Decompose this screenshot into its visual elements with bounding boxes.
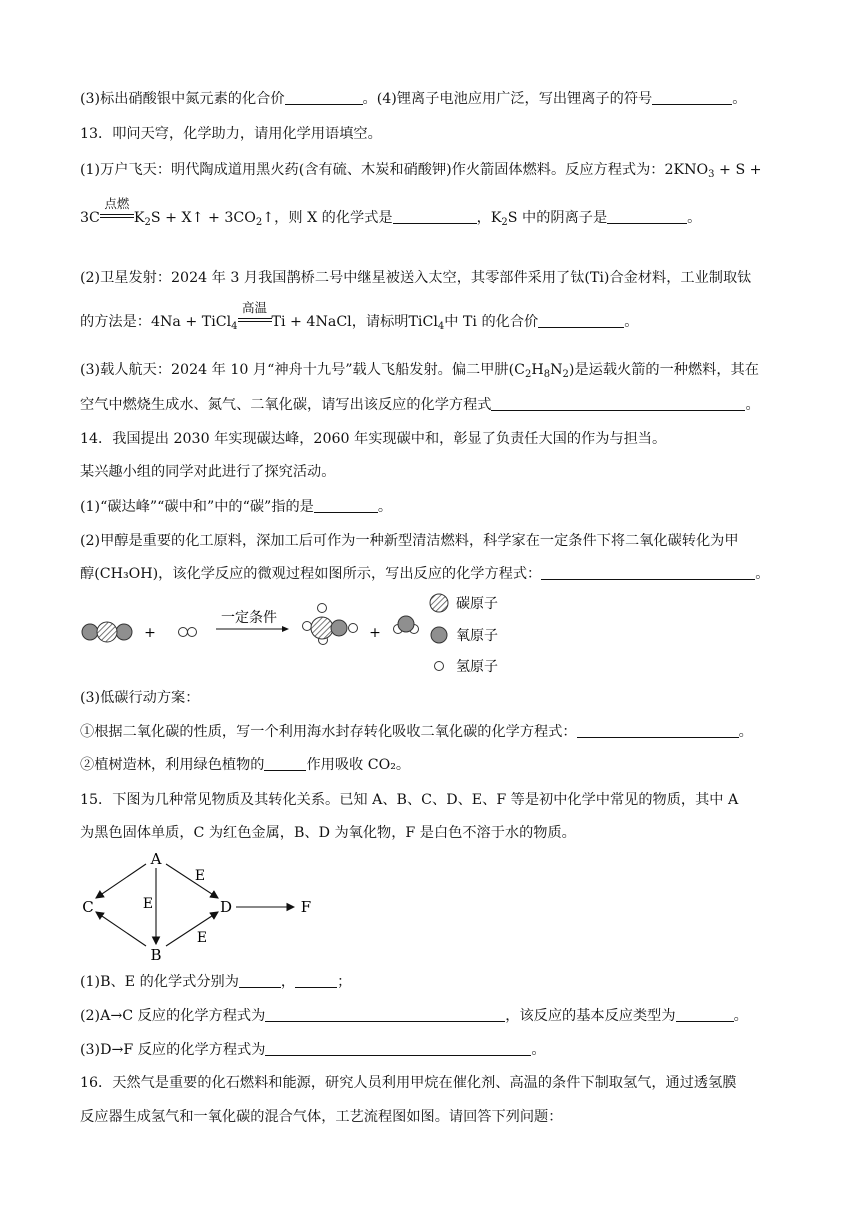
reaction-condition: 点燃	[100, 208, 134, 228]
answer-blank[interactable]	[577, 723, 739, 738]
transform-diagram	[76, 846, 336, 970]
q15-3-line: (3)D→F 反应的化学方程式为 。	[80, 1042, 546, 1058]
q13-1-line-b: 3C 点燃 $K_2S$ + X↑ + $3CO_2↑$，则 X 的化学式是 ，$K_2S$ 中的阴离子是 。	[80, 196, 702, 228]
q14-title: 14．我国提出 2030 年实现碳达峰，2060 年实现碳中和，彰显了负责任大国的作为与担当。	[80, 431, 667, 447]
answer-blank[interactable]	[285, 90, 363, 105]
q13-1-line-a: (1)万户飞天：明代陶成道用黑火药(含有硫、木炭和硝酸钾)作火箭固体燃料。反应方程式为：$2KNO_3 + S$ +	[80, 162, 762, 180]
legend-carbon: 碳原子	[456, 596, 498, 612]
carbon-atom-icon	[430, 594, 448, 612]
co2-molecule	[82, 622, 132, 642]
equals-sign	[238, 318, 272, 322]
legend-hydrogen: 氢原子	[456, 659, 498, 675]
node-c: C	[82, 898, 94, 916]
q13-title: 13．叩问天穹，化学助力，请用化学用语填空。	[80, 126, 382, 142]
answer-blank[interactable]	[607, 209, 687, 224]
node-f: F	[300, 898, 312, 916]
q14-intro: 某兴趣小组的同学对此进行了探究活动。	[80, 464, 336, 480]
q14-3-1-line: ①根据二氧化碳的性质，写一个利用海水封存转化吸收二氧化碳的化学方程式： 。	[80, 724, 753, 740]
q15-intro: 为黑色固体单质，C 为红色金属，B、D 为氧化物，F 是白色不溶于水的物质。	[80, 825, 576, 841]
q12-3-text: (3)标出硝酸银中氮元素的化合价	[80, 91, 285, 107]
edge-a-d	[166, 864, 218, 898]
h2-molecule	[179, 628, 197, 637]
answer-blank[interactable]	[541, 565, 755, 580]
reaction-condition: 高温	[238, 312, 272, 332]
q13-2-line-a: (2)卫星发射：2024 年 3 月我国鹊桥二号中继星被送入太空，其零部件采用了钛(Ti)合金材料，工业制取钛	[80, 270, 752, 286]
methanol-molecule	[303, 604, 358, 645]
answer-blank[interactable]	[652, 90, 732, 105]
q12-4-text: 。(4)锂离子电池应用广泛，写出锂离子的符号	[362, 91, 653, 107]
q13-3-line-a: (3)载人航天：2024 年 10 月“神舟十九号”载人飞船发射。偏二甲肼$(C_2H_8N_2)$是运载火箭的一种燃料，其在	[80, 362, 759, 380]
node-a: A	[150, 850, 162, 868]
q14-3-title: (3)低碳行动方案：	[80, 690, 200, 706]
answer-blank[interactable]	[393, 209, 477, 224]
q14-3-2-line: ②植树造林，利用绿色植物的 作用吸收 CO₂。	[80, 757, 411, 773]
node-b: B	[150, 946, 162, 964]
equals-sign	[100, 214, 134, 218]
hydrogen-atom-icon	[435, 662, 444, 671]
q15-title: 15．下图为几种常见物质及其转化关系。已知 A、B、C、D、E、F 等是初中化学中常见的物质，其中 A	[80, 792, 739, 808]
q15-1-line: (1)B、E 的化学式分别为 ， ；	[80, 974, 352, 990]
edge-b-d	[166, 912, 218, 946]
oxygen-atom-icon	[431, 627, 447, 643]
legend-oxygen: 氧原子	[456, 628, 498, 644]
q14-1-line: (1)“碳达峰”“碳中和”中的“碳”指的是 。	[80, 499, 393, 515]
q14-2-line-a: (2)甲醇是重要的化工原料，深加工后可作为一种新型清洁燃料，科学家在一定条件下将二氧化碳转化为甲	[80, 533, 739, 549]
edge-label-ad: E	[194, 868, 206, 884]
plus-sign: +	[369, 625, 381, 641]
answer-blank[interactable]	[265, 1041, 531, 1056]
edge-label-bd: E	[196, 930, 208, 946]
answer-blank[interactable]	[265, 1007, 505, 1022]
answer-blank[interactable]	[538, 313, 624, 328]
answer-blank[interactable]	[676, 1007, 734, 1022]
q13-2-line-b: 的方法是：4Na + TiCl$_4$ 高温 Ti + 4NaCl，请标明TiCl$_4$中 Ti 的化合价 。	[80, 300, 639, 332]
reaction-diagram	[70, 592, 530, 682]
edge-label-ab: E	[142, 896, 154, 912]
arrow-head	[282, 626, 289, 632]
q13-3-line-b: 空气中燃烧生成水、氮气、二氧化碳，请写出该反应的化学方程式 。	[80, 397, 760, 413]
h2o-molecule	[394, 616, 419, 634]
answer-blank[interactable]	[491, 396, 745, 411]
plus-sign: +	[144, 625, 156, 641]
answer-blank[interactable]	[239, 973, 281, 988]
answer-blank[interactable]	[295, 973, 337, 988]
q16-line-b: 反应器生成氢气和一氧化碳的混合气体，工艺流程图如图。请回答下列问题：	[80, 1109, 563, 1125]
legend	[430, 594, 498, 675]
q12-line: (3)标出硝酸银中氮元素的化合价 。(4)锂离子电池应用广泛，写出锂离子的符号 。	[80, 91, 747, 107]
answer-blank[interactable]	[264, 756, 306, 771]
answer-blank[interactable]	[314, 498, 378, 513]
q14-2-line-b: 醇(CH₃OH)，该化学反应的微观过程如图所示，写出反应的化学方程式： 。	[80, 566, 770, 582]
q16-line-a: 16．天然气是重要的化石燃料和能源，研究人员利用甲烷在催化剂、高温的条件下制取氢气，通过透氢膜	[80, 1075, 737, 1091]
node-d: D	[219, 898, 233, 916]
q15-2-line: (2)A→C 反应的化学方程式为 ，该反应的基本反应类型为 。	[80, 1008, 748, 1024]
edge-a-c	[96, 864, 146, 898]
reaction-condition-text: 一定条件	[221, 610, 277, 626]
edge-b-c	[96, 912, 146, 946]
